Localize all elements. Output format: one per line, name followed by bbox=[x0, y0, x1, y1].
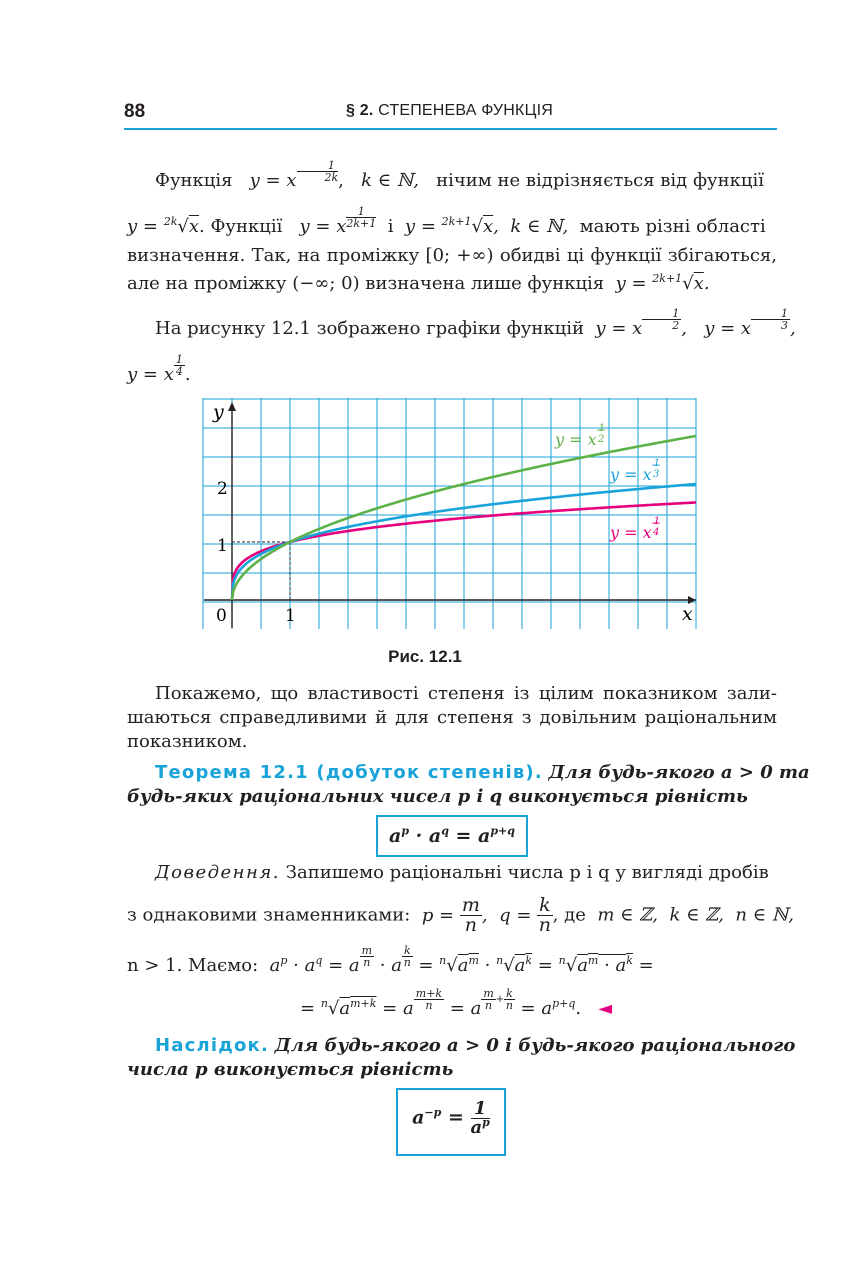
text: нічим не відрізняється від функції bbox=[436, 170, 764, 191]
para3-line2: шаються справедливими й для степеня з довільним раціональним bbox=[127, 707, 777, 728]
text: , де bbox=[552, 904, 586, 926]
formula-negative-power: $a^{-p}$ = $\frac{1}{a^p}$ bbox=[412, 1098, 490, 1138]
formula-y-x-1-2k1: y = x $^{\frac{1}{2k+1}}$ bbox=[299, 205, 377, 237]
theorem-text-1: Для будь-якого a > 0 та bbox=[548, 762, 810, 783]
formula-root-2k1: y = $^{2k+1}$√x, k ∈ ℕ, bbox=[404, 215, 569, 237]
theorem-title: Теорема 12.1 (добуток степенів). bbox=[155, 762, 543, 783]
corollary-line1 bbox=[127, 1035, 796, 1057]
running-header bbox=[346, 102, 553, 120]
formula-x-1-3: y = x $^{\frac{1}{3}}$ , bbox=[704, 307, 796, 339]
formula-product-of-powers: $a^p \cdot a^q = a^{p+q}$ bbox=[389, 824, 515, 847]
formula-p-m-n: p = $\frac{m}{n}$ , bbox=[421, 894, 488, 936]
para1-line2 bbox=[127, 205, 777, 241]
label-x-1-3: $y = x^1$ 3 bbox=[610, 458, 661, 484]
formula-k-in-n: k ∈ ℕ, bbox=[361, 170, 419, 191]
grid bbox=[203, 398, 696, 629]
para1-line3: визначення. Так, на проміжку [0; +∞) обидві ці функції збігаються, bbox=[127, 245, 777, 266]
para1-line4 bbox=[127, 273, 777, 295]
y-tick-1: 1 bbox=[217, 536, 228, 556]
text: . Функції bbox=[199, 216, 283, 237]
formula-sets: m ∈ ℤ, k ∈ ℤ, n ∈ ℕ, bbox=[597, 904, 794, 926]
para2-line1 bbox=[127, 307, 796, 343]
corollary-line2: числа p виконується рівність bbox=[127, 1059, 454, 1080]
theorem-formula-box bbox=[376, 815, 528, 857]
y-axis-arrow bbox=[228, 402, 236, 411]
formula-x-1-4: y = x $^{\frac{1}{4}}$ . bbox=[127, 353, 191, 385]
label-x-1-2: $y = x^1$ 2 bbox=[555, 423, 606, 449]
text: На рисунку 12.1 зображено графіки функцій bbox=[155, 318, 584, 339]
text: n > 1. Маємо: bbox=[127, 955, 259, 976]
proof-line1 bbox=[127, 862, 777, 884]
end-of-proof-marker: ◄ bbox=[598, 998, 613, 1019]
proof-text-1: Запишемо раціональні числа p і q у вигляді дробів bbox=[285, 862, 769, 883]
figure-caption: Рис. 12.1 bbox=[388, 647, 462, 666]
y-tick-2: 2 bbox=[217, 479, 228, 499]
formula-y-x-1-2k: y = x $^{\frac{1}{2k}}$ bbox=[249, 159, 339, 191]
proof-word: Доведення. bbox=[155, 862, 281, 883]
formula-root-2k: y = $^{2k}$√x bbox=[127, 215, 200, 237]
figure-12-1-graph bbox=[200, 398, 700, 633]
label-x-1-4: $y = x^1$ 4 bbox=[610, 516, 661, 542]
corollary-formula-box bbox=[396, 1088, 506, 1156]
theorem-line2: будь-яких раціональних чисел p і q виконується рівність bbox=[127, 786, 748, 807]
corollary-text-1: Для будь-якого a > 0 і будь-якого раціонального bbox=[274, 1035, 796, 1056]
formula-x-1-2: y = x $^{\frac{1}{2}}$ , bbox=[595, 307, 688, 339]
origin-label: 0 bbox=[216, 606, 227, 626]
text: мають різні області bbox=[579, 216, 766, 237]
text: , bbox=[338, 170, 344, 191]
para1-line1 bbox=[127, 159, 777, 195]
text: але на проміжку (−∞; 0) визначена лише функція bbox=[127, 273, 605, 294]
x-axis-label: x bbox=[682, 603, 693, 625]
proof-line4 bbox=[300, 987, 620, 1023]
formula-derivation-2: = $^n√a^{m+k} = a$ $^{\frac{m+k}{n}}$ = a $^{\frac{m}{n} + \frac{k}{n}}$ = $a^{p+q}$. bbox=[300, 987, 582, 1019]
text: Функція bbox=[155, 170, 233, 191]
proof-line3 bbox=[127, 944, 777, 980]
y-axis-label: y bbox=[213, 401, 224, 423]
x-tick-1: 1 bbox=[285, 606, 296, 626]
proof-line2 bbox=[127, 894, 794, 936]
formula-root-2k1-b: y = $^{2k+1}$√x. bbox=[615, 272, 710, 294]
text: з однаковими знаменниками: bbox=[127, 904, 411, 926]
para3-line1: Покажемо, що властивості степеня із цілим показником зали- bbox=[155, 683, 777, 704]
para3-line3: показником. bbox=[127, 731, 248, 752]
page-number: 88 bbox=[124, 101, 146, 122]
formula-derivation-1: $a^p \cdot a^q = a$ $^{\frac{m}{n}}$ · a $^{\frac{k}{n}}$ = $^n√a^m \cdot ^n√a^k = ^n√a^m \cdot a^k$ = bbox=[269, 944, 654, 976]
formula-q-k-n: q = $\frac{k}{n}$ bbox=[499, 894, 552, 936]
theorem-line1 bbox=[127, 762, 810, 784]
text: і bbox=[387, 216, 394, 237]
para2-line2 bbox=[127, 353, 777, 389]
section-mark: § 2. bbox=[346, 102, 374, 119]
header-rule bbox=[124, 128, 777, 130]
corollary-title: Наслідок. bbox=[155, 1035, 269, 1056]
section-title: СТЕПЕНЕВА ФУНКЦІЯ bbox=[378, 102, 554, 119]
